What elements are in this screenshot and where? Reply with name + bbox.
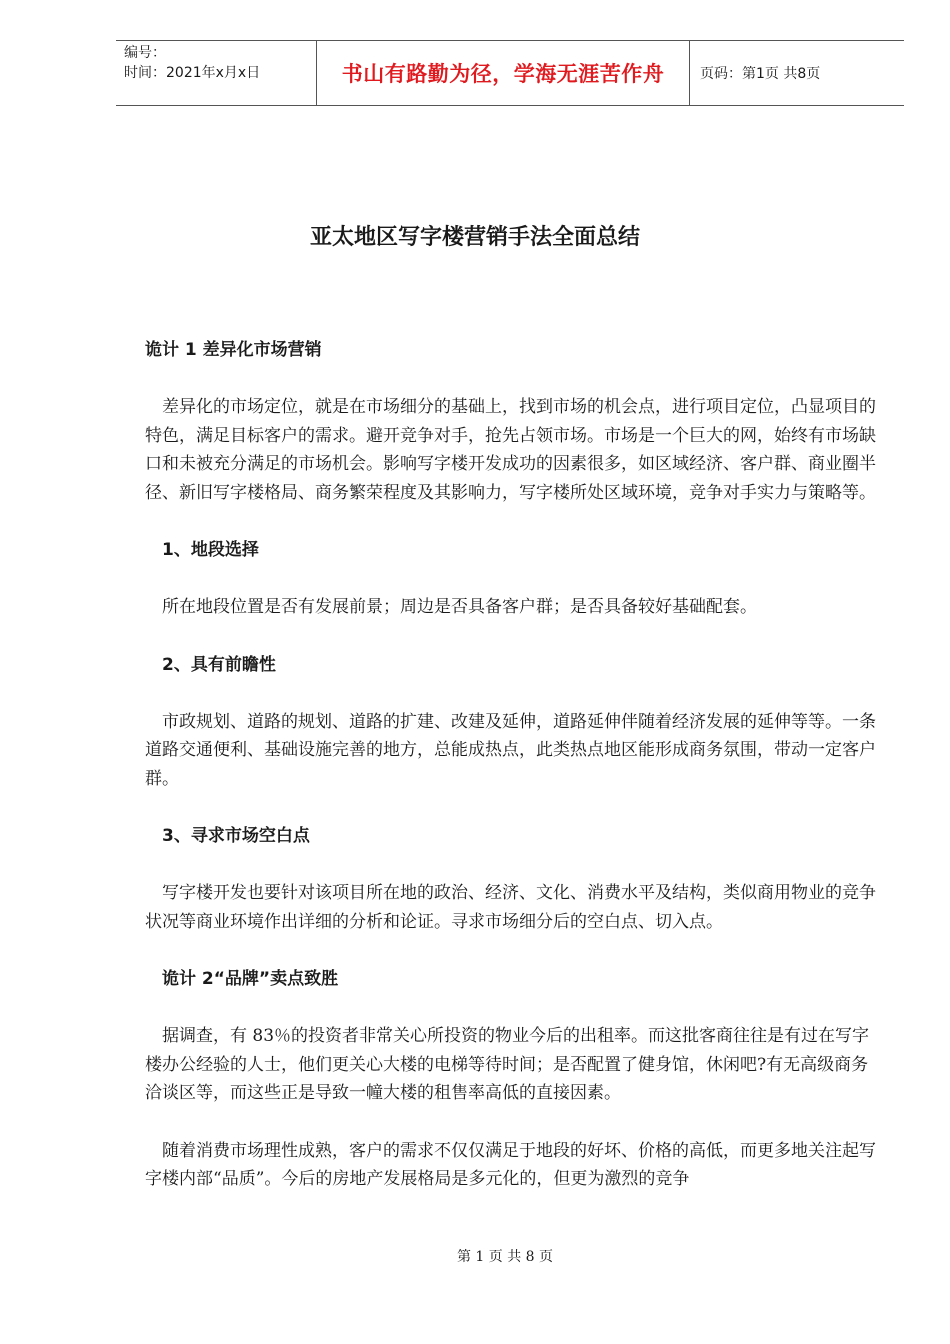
header-page-number: 页码：第1页 共8页 xyxy=(700,66,821,82)
page-header xyxy=(116,40,904,106)
paragraph: 差异化的市场定位，就是在市场细分的基础上，找到市场的机会点，进行项目定位，凸显项目的特色，满足目标客户的需求。避开竞争对手，抢先占领市场。市场是一个巨大的网，始终有市场缺口和未被充分满足的市场机会。影响写字楼开发成功的因素很多，如区域经济、客户群、商业圈半径、新旧写字楼格局、商务繁荣程度及其影响力，写字楼所处区域环境，竞争对手实力与策略等。 xyxy=(145,397,876,503)
document-body xyxy=(145,336,880,1223)
section-heading: 3、寻求市场空白点 xyxy=(162,826,310,846)
paragraph: 据调查，有 83％的投资者非常关心所投资的物业今后的出租率。而这批客商往往是有过在写字楼办公经验的人士，他们更关心大楼的电梯等待时间；是否配置了健身馆，休闲吧?有无高级商务洽谈区等，而这些正是导致一幢大楼的租售率高低的直接因素。 xyxy=(145,1026,870,1103)
section-heading: 诡计 1 差异化市场营销 xyxy=(145,340,322,360)
paragraph: 市政规划、道路的规划、道路的扩建、改建及延伸，道路延伸伴随着经济发展的延伸等等。一条道路交通便利、基础设施完善的地方，总能成热点，此类热点地区能形成商务氛围，带动一定客户群。 xyxy=(145,711,876,789)
doc-date-label: 时间：2021年x月x日 xyxy=(124,65,261,81)
section-heading: 2、具有前瞻性 xyxy=(162,654,276,675)
page-footer: 第 1 页 共 8 页 xyxy=(456,1249,554,1265)
paragraph: 随着消费市场理性成熟，客户的需求不仅仅满足于地段的好坏、价格的高低，而更多地关注起写字楼内部“品质”。今后的房地产发展格局是多元化的，但更为激烈的竞争 xyxy=(145,1140,876,1189)
section-heading: 诡计 2“品牌”卖点致胜 xyxy=(162,969,339,989)
paragraph: 所在地段位置是否有发展前景；周边是否具备客户群；是否具备较好基础配套。 xyxy=(162,597,757,617)
header-motto: 书山有路勤为径，学海无涯苦作舟 xyxy=(316,41,690,105)
doc-number-label: 编号： xyxy=(124,45,166,61)
section-heading: 1、地段选择 xyxy=(162,540,259,560)
header-meta xyxy=(116,41,316,105)
paragraph: 写字楼开发也要针对该项目所在地的政治、经济、文化、消费水平及结构，类似商用物业的竞争状况等商业环境作出详细的分析和论证。寻求市场细分后的空白点、切入点。 xyxy=(145,883,876,932)
document-title: 亚太地区写字楼营销手法全面总结 xyxy=(309,225,640,250)
